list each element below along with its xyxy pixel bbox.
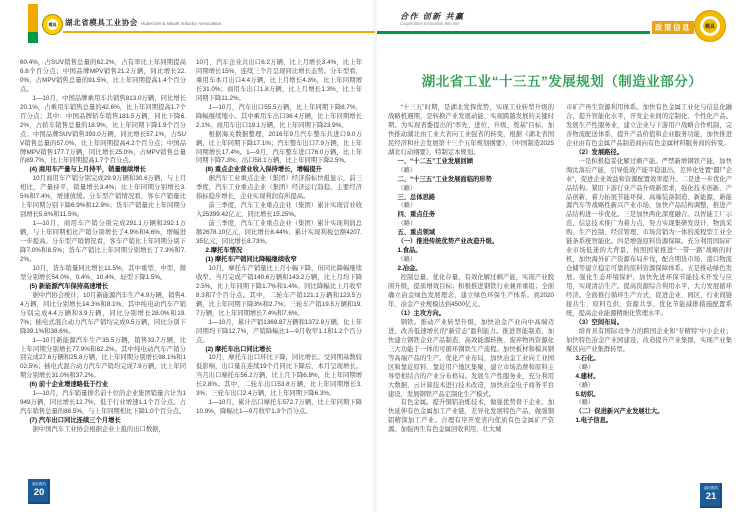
association-name — [65, 17, 221, 28]
paragraph: 钢铁。推动产业转型升级，加快冶金产业向中高端迈进，改善低速增长的“新常态”盈利能力。推进智能制造，加快建立钢铁企业产品制造、高效能源转换、废弃物再资源化三大功能于一体的可循环钢铁生产流程。加快板材和模具钢等高端产品的生产。优化产业布局，加快冶金工业向工业园区和靠近原料、靠近用户地区集聚，建立市场消费和原料主导型相结合的产业分布格局。发展生产性服务业，充分利用大数据、云计算技术进行技术改造，加快冶金电子商务平台建设，发展钢铁产品定制化生产模式。 — [388, 318, 554, 398]
association-logo-text: 模具 — [47, 19, 58, 30]
section-heading: (8) 重点企业营业收入保持增长，增幅提升 — [205, 166, 322, 174]
header-rule-orange — [63, 31, 375, 33]
section-heading: (5) 新能源汽车保持高速增长 — [29, 282, 109, 290]
section-heading: （一）推进传统优势产业改造升级。 — [397, 238, 499, 246]
paragraph: 市矿产再生资源利用体系。加快有色金属工业化与信息化融合，提升智能化水平，开发企业间的定制化、个性化产品。发展生产性服务业，建立企业与下游用户战略合作机制，完善物流配送体系，提升产品价值和企业服务功能，加快推进企业由有色金属产品制造商向有色金属材料服务商的转变。 — [566, 104, 732, 147]
page-number-badge-right — [700, 483, 722, 508]
paragraph: （略） — [397, 166, 417, 174]
paragraph: 1—10月，汽车销量排名前十位的企业集团销量合计为1949万辆，同比增长12.7%，低于行业增速1.1个百分点。占汽车销售总量的88.5%，与上年同期相比下降1.0个百分点。 — [20, 390, 186, 416]
paragraph: （略） — [575, 381, 595, 389]
section-heading: 2.冶金。 — [397, 265, 422, 273]
section-heading: 3.石化。 — [575, 354, 600, 362]
paragraph: 10月商用车产销分别完成29.9万辆和30.6万辆，与上月相比，产量持平，销量增长3.4%；比上年同期分别增长3.5%和7.4%，增速放缓。分车型产销情况看，客车产销量比上年同期分别下降6.9%和12.9%；货车产销量比上年同期分别增长5.6%和11.5%。 — [20, 175, 186, 219]
association-logo-icon — [42, 14, 63, 35]
paragraph: （略） — [397, 220, 417, 228]
paragraph: （略） — [575, 363, 595, 371]
header-slogan-cn: 合作 创新 共赢 — [400, 12, 465, 21]
page-number-badge-left — [28, 479, 50, 504]
paragraph: 培育具有国际竞争力的跨国企业和“专精特”中小企业；加快特色冶金产业园建设；改造提升产业集群，实现产业集聚区向产业集群转型。 — [566, 327, 732, 353]
paragraph: 前三季度，汽车工业重点企业（集团）累计实现利润总额2678.10亿元，同比增长8.44%；累计实现利税总额4207.35亿元，同比增长8.73%。 — [196, 220, 362, 246]
paragraph: 10月，摩托车出口环比下降，同比增长。受同期基数较低影响，出口量在连续19个月同比下降后，本月呈现增长。当月出口摩托车56.2万辆，比上月下降6.8%，比上年同期增长2.8%。其中，二轮车出口53.8万辆，比上年同期增长3.3%；三轮车出口2.4万辆，比上年同期下降6.3%。 — [196, 354, 362, 398]
association-name-cn: 湖北省模具工业协会 — [65, 18, 138, 27]
paragraph: 1—10月，中国品牌乘用车共销售813.0万辆，同比增长20.1%，占乘用车销售总量的42.6%，比上年同期提高1.7个百分点；其中：中国品牌轿车销售181.5万辆，同比下降6.2%，占轿车销售总量的18.9%，比上年同期下降1.9个百分点；中国品牌SUV销售393.0万辆，同比增长57.1%，占SUV销售总量的57.0%，比上年同期提高4.2个百分点；中国品牌MPV销售177.7万辆，同比增长25.0%，占MPV销售总量的89.7%，比上年同期提高1.7个百分点。 — [20, 94, 186, 165]
section-heading: (6) 前十企业增速略低于行业 — [29, 381, 109, 389]
section-heading: 三、总体思路 — [397, 193, 436, 201]
right-page-column-1 — [388, 104, 554, 435]
paragraph: 据中汽协会统计，10月新能源汽车生产4.9万辆，销售4.4万辆，同比分别增长14.3%和8.1%。其中纯电动汽车产销分别完成4.4万辆和3.9万辆，同比分别增长28.0%和19.7%；插电式混合动力汽车产销均完成0.5万辆，同比分别下降39.1%和38.6%。 — [20, 291, 186, 335]
section-heading: （二）促进新兴产业发展壮大。 — [575, 408, 664, 416]
paragraph: 控制总量，优化存量，有效化解过剩产能，实现产业脱困升级，提质增效目标；积极推进钢铁行业兼并重组；全面确立冶金绿色发展理念，建立绿色环保生产体系。到2020年，冶金产业规模达到4500亿元。 — [388, 274, 554, 308]
association-logo-ring — [700, 16, 720, 36]
section-heading: （3）空间布局。 — [575, 318, 624, 326]
paragraph: （略） — [397, 184, 417, 192]
header-slogan-en: Cooperation Innovation Win-win — [400, 20, 460, 26]
section-heading: (1) 摩托车产销同比降幅继续收窄 — [205, 255, 297, 263]
header-slogan — [400, 13, 464, 26]
right-page-column-2 — [566, 104, 732, 435]
section-heading: 四、重点任务 — [397, 211, 436, 219]
association-logo-large-text: 模具 — [703, 19, 717, 33]
article-title: 湖北省工业“十三五”发展规划（制造业部分） — [421, 74, 703, 89]
page-badge-label: 湖北模具 — [32, 482, 46, 486]
page-number: 21 — [705, 491, 717, 502]
page-number: 20 — [33, 487, 45, 498]
paragraph: 前三季度，汽车工业重点企业（集团）累计实现营业收入25399.42亿元，同比增长15.25%。 — [196, 202, 362, 219]
section-heading: 一、“十二五”工业发展回顾 — [397, 157, 473, 165]
left-page-column-2 — [196, 59, 362, 435]
paragraph: 10月，摩托车产销量比上月小幅下降，但同比降幅继续收窄。当月完成产销140.6万辆和143.2万辆，比上月均下降2.5%，比上年同期下降1.7%和1.4%。同比降幅比上月收窄8.3和7个百分点。其中，二轮车产销121.1万辆和123.5万辆，比上年同期下降3%和2.7%；三轮车产销19.5万辆和19.7万辆，比上年同期增长7.4%和7.6%。 — [196, 264, 362, 317]
section-heading: (7) 汽车出口同比连续三个月增长 — [29, 417, 121, 425]
section-heading: 5.纺织。 — [575, 390, 600, 398]
paragraph: 有色金属。提升铜铝冶炼技术，做强优势骨干企业。加快延伸有色金属加工产业链，差异化发展特色产品，做强铜铝精深加工产业。合理有序开发省内优质有色金属矿产资源。加强再生有色金属回收利用，壮大城 — [388, 399, 554, 434]
paragraph: 1—10月，汽车出口55.5万辆，比上年同期下降8.7%，降幅继续缩小。其中乘用车出口36.4万辆，比上年同期增长2.1%；商用车出口19.1万辆，比上年同期下降23.9%。 — [196, 103, 362, 129]
paragraph: （略） — [397, 256, 417, 264]
right-page — [388, 60, 736, 435]
paragraph: 据中国汽车工业协会根据企业上报的出口数据， — [32, 426, 165, 434]
paragraph: 1—10月，累计出口摩托车572.7万辆，比上年同期下降10.9%，降幅比1—9月收窄1.3个百分点。 — [196, 399, 362, 416]
paragraph: 据汽车工业重点企业（集团）经济指标快报显示，前三季度，汽车工业重点企业（集团）经济运行趋稳，主要经济指标稳步增长，企业实现利润有所提高。 — [196, 175, 362, 201]
paragraph: 一是积极稳妥化解过剩产能。严禁新增钢铁产能，加快淘汰落后产能，引导低效产能平稳退出，差异化处置“僵尸企业”，促进企业效益和资源配置效率提升。二是进一步优化产品结构。紧盯下游行业产品升级新需求，强化技术创新、产品创新，着力拓展节能环保、高端装备制造、新能源、新能源汽车等战略性新兴产业市场，加快产品结构调整，推进产品结构进一步优化。三是加快两化深度融合。以智能工厂示范、信息技术推广为着力点，努力实现集研发设计、物流采购、生产控制、经营管理、市场营销为一体的流程型工业全链条系统智能化。四是增强原料资源保障。充分利用国际矿业市场低迷的大背景，按照国家推进“一带一路”战略的时机，加快海外矿产资源布局步伐，配合期货市场、港口物流仓储等建立稳定可靠的原料资源保障体系。五是推动绿色发展。强化生态环境保护，加快先进环保节能技术开发与应用，实现清洁生产。提高资源综合利用水平，大力发展循环经济。全面推行循环生产方式，促进企业、园区、行业间链接共生、原料互供、资源共享。优化节能减排措施配置系统，提高企业能源精细化管理水平。 — [566, 157, 732, 317]
header-rule-green — [377, 31, 650, 34]
left-page — [20, 59, 362, 435]
paragraph: “十三五”时期，是湖北发挥优势，实现工业转型升级的战略机遇期，是转换产业发展动能、实现跨越发展的关键时期。为实现省委提出的“率先、进位、升级、奠基”目标，加快推动湖北由工业大省向工业强省的转变，根据《湖北省国民经济和社会发展第十三个五年规划纲要》、《中国制造2025湖北行动纲要》，特制定本规划。 — [388, 104, 554, 156]
paragraph: 1—10月新能源汽车生产35.5万辆，销售33.7万辆，比上年同期分别增长77.9%和82.2%。其中纯电动汽车产销分别完成27.6万辆和25.8万辆，比上年同期分别增长98.1%和102.5%；插电式混合动力汽车产销均完成7.9万辆，比上年同期分别增长31.0%和37.2%。 — [20, 336, 186, 380]
paragraph: 10月，汽车企业共出口6.2万辆，比上月增长3.4%，比上年同期增长15%，连续三个月呈现同比增长态势。分车型看，乘用车本月出口4.4万辆，比上月增长4.3%，比上年同期增长31.0%；商用车出口1.8万辆，比上月增长1.3%，比上年同期下降11.2%。 — [196, 59, 362, 102]
section-heading: 1.电子信息。 — [575, 417, 613, 425]
header-accent-bar-green — [28, 32, 38, 43]
section-badge: 政策信息 — [652, 21, 694, 34]
paragraph: 60.4%，占SUV销售总量的62.2%，占有率比上年同期提高6.6个百分点；中国品牌MPV销售21.2万辆，同比增长22.0%，占MPV销售总量的91.5%，比上年同期提高1.4个百分点。 — [20, 59, 186, 93]
section-heading: 1.食品。 — [397, 247, 422, 255]
page-fold-divider — [371, 0, 379, 512]
left-page-column-1 — [20, 59, 186, 435]
section-heading: 二、“十三五”工业发展面临的形势 — [397, 175, 492, 183]
paragraph: 1—10月，累计产销1369.87万辆和1372.8万辆，比上年同期均下降12.7%，产销降幅比1—9月收窄1.1和1.2个百分点。 — [196, 318, 362, 344]
paragraph: 根据海关数据整理，2016年9月汽车整车共进口9.0万辆，比上年同期下降17.1%；汽车整车出口7.9万辆，比上年同期增长17.4%。1—9月，汽车整车进口76.0万辆，比上年同期下降7.3%；出口58.1万辆，比上年同期下降2.5%。 — [196, 130, 362, 165]
association-name-en: Hubei Die & Mould Industry Association — [140, 21, 222, 26]
association-logo-large-icon — [694, 10, 726, 42]
section-heading: （1）主攻方向。 — [397, 309, 446, 317]
section-heading: 4.建材。 — [575, 372, 600, 380]
section-heading: (2) 摩托车出口同比增长 — [205, 345, 272, 353]
section-heading: (4) 商用车产量与上月持平，销量继续增长 — [29, 166, 146, 174]
paragraph: 1—10月，商用车产销分别完成291.1万辆和292.1万辆，与上年同期相比产销分别增长了4.9%和4.6%，增幅进一步提高。分车型产销情况看，客车产销比上年同期分别下降7.0%和8.5%；货车产销比上年同期分别增长了7.3%和7.2%。 — [20, 220, 186, 263]
page-badge-label: 湖北模具 — [704, 486, 718, 490]
section-heading: （2）发展路径。 — [575, 148, 624, 156]
header-accent-bar-yellow — [28, 4, 38, 32]
paragraph: 10月，货车销量同比增长11.5%，其中重型、中型、微型分别增长54.0%、0.4%、10.4%，轻型下降1.5%。 — [20, 264, 186, 281]
section-heading: 五、重点领域 — [397, 229, 436, 237]
paragraph: （略） — [397, 202, 417, 210]
paragraph: （略） — [575, 399, 595, 407]
section-heading: 2.摩托车情况 — [205, 247, 243, 255]
